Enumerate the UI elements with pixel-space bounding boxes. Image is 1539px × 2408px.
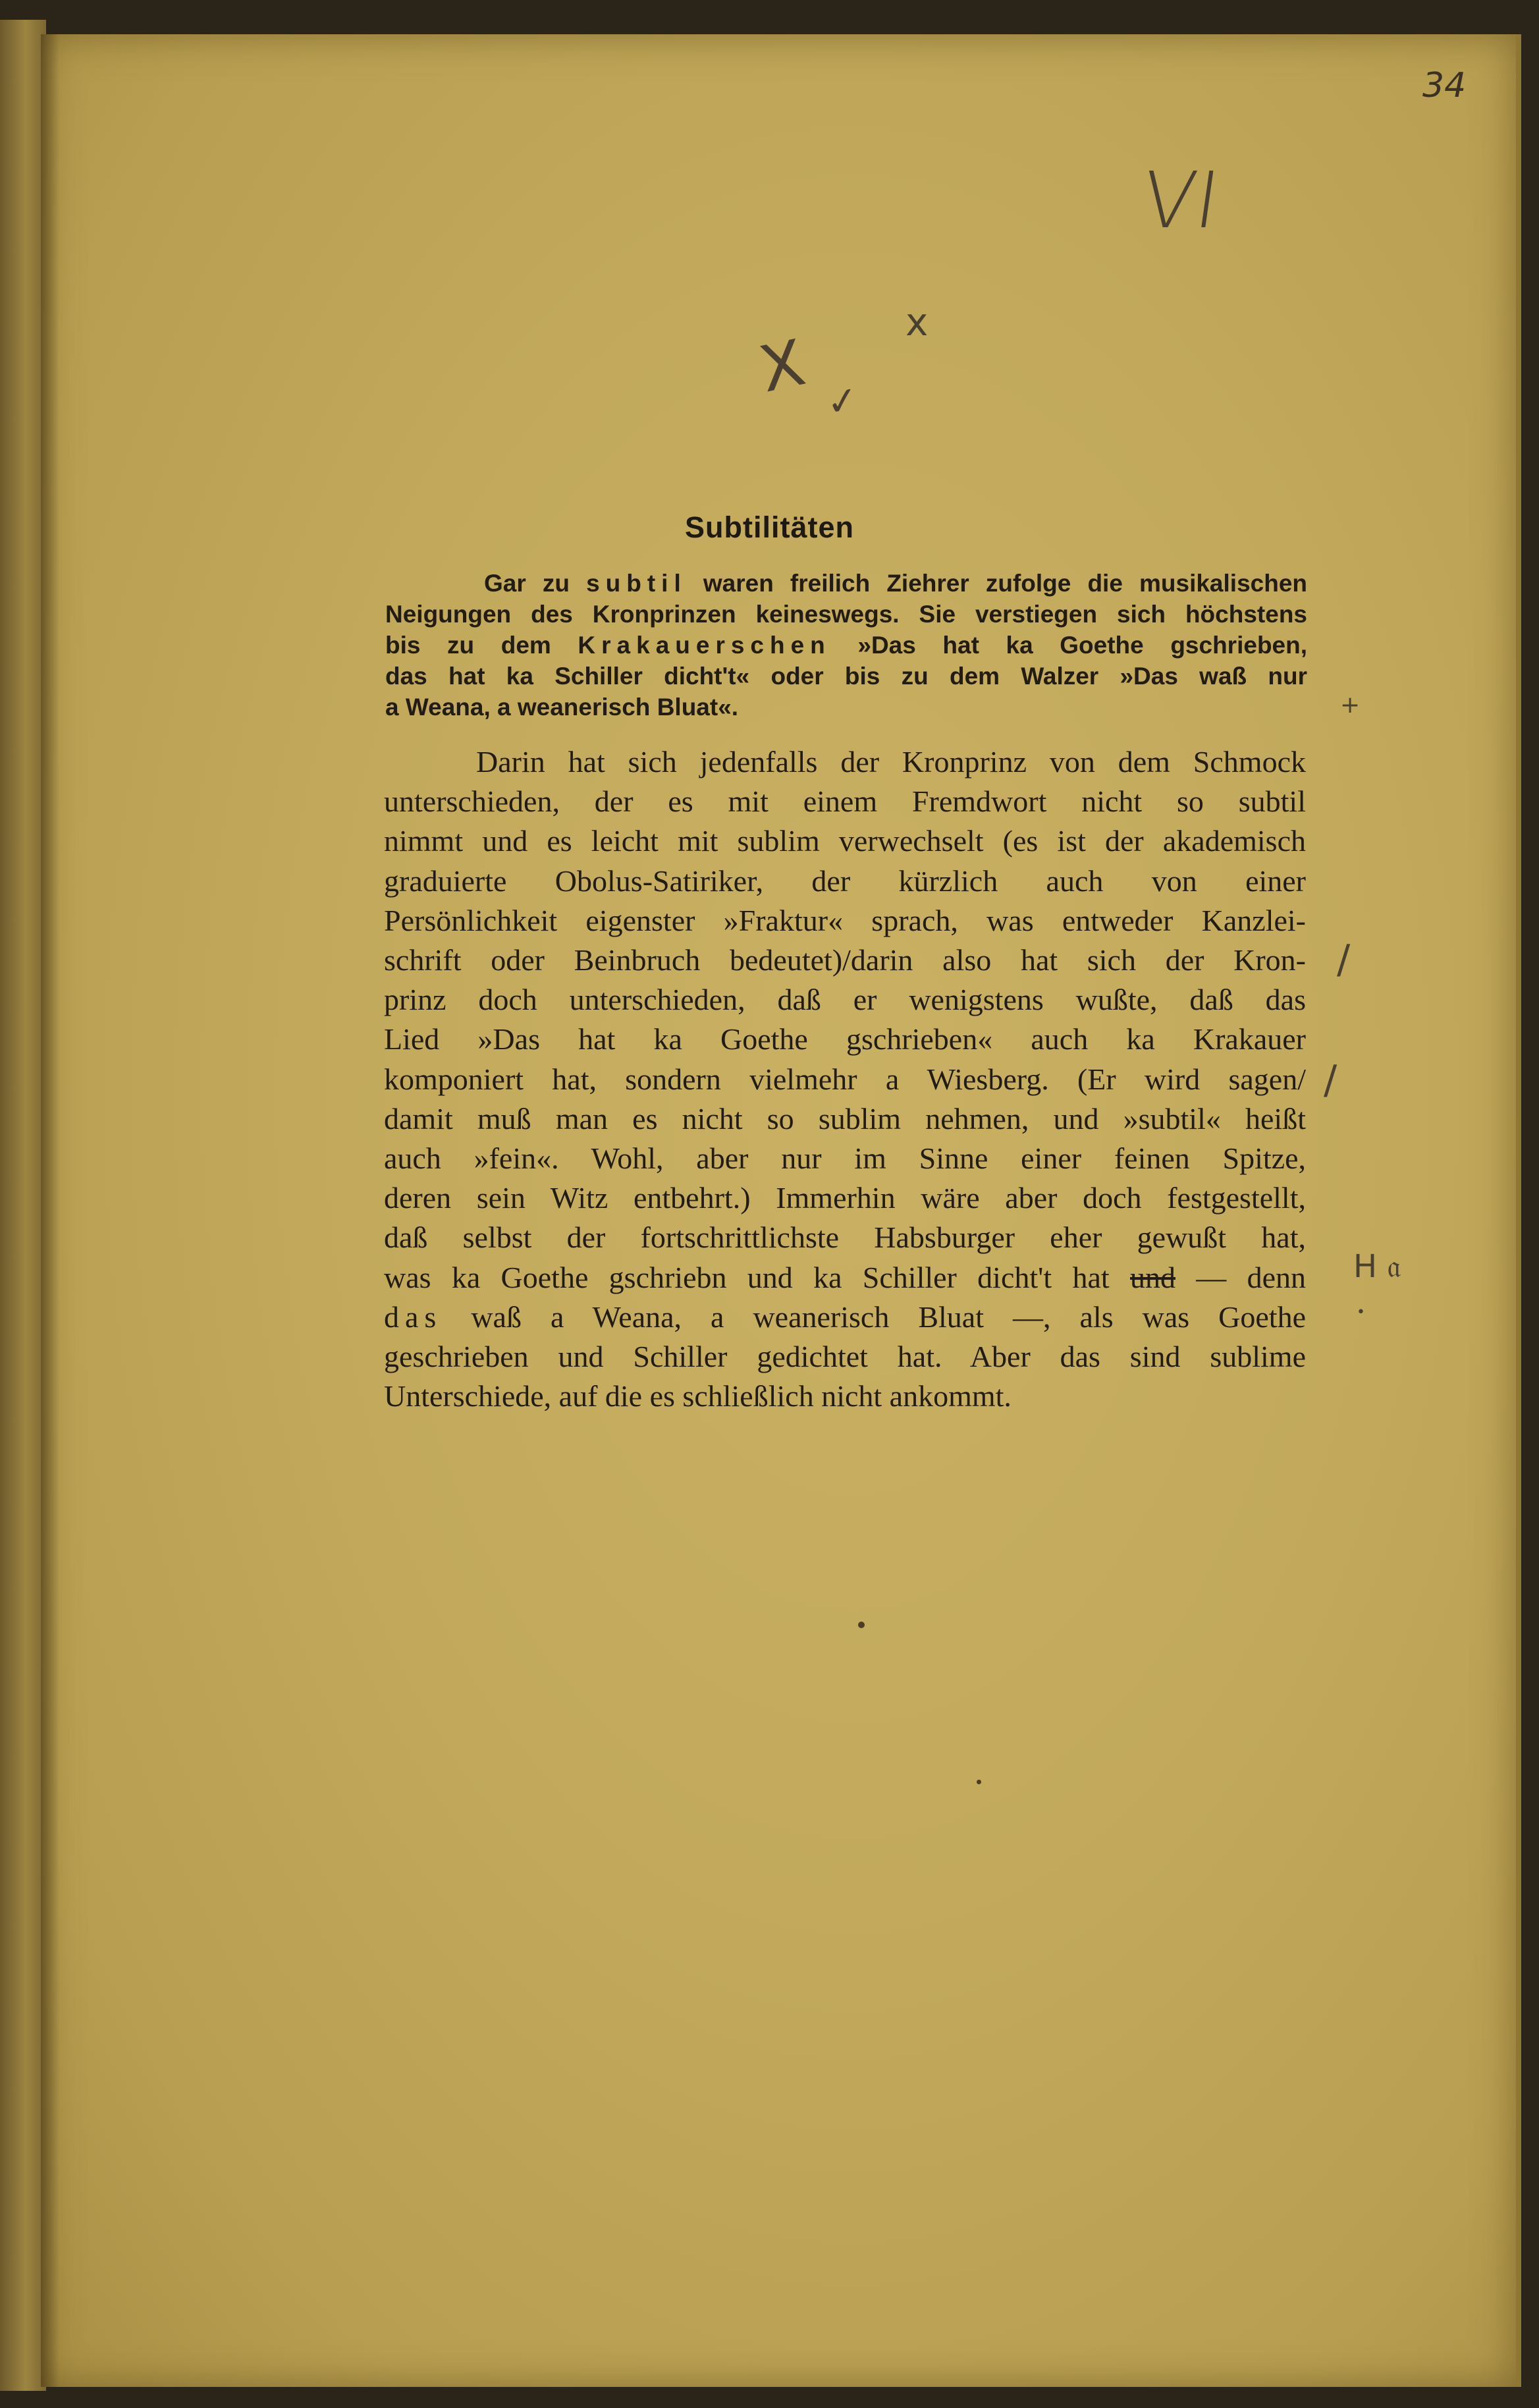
pencil-x-mark: X — [753, 325, 811, 407]
body-line: komponiert hat, sondern vielmehr a Wiesberg. (Er wird sagen/ — [384, 1062, 1306, 1096]
quote-line: bis zu dem Krakauerschen »Das hat ka Goethe gschrieben, — [385, 632, 1307, 659]
pencil-tick-mark: ✓ — [823, 376, 862, 426]
body-line: Darin hat sich jedenfalls der Kronprinz von dem Schmock — [476, 745, 1306, 779]
gutter-shadow — [41, 34, 59, 2387]
body-line: deren sein Witz entbehrt.) Immerhin wäre aber doch festgestellt, — [384, 1181, 1306, 1215]
struck-word: und — [1130, 1260, 1175, 1294]
pencil-x-mark-small: x — [905, 300, 929, 344]
body-line: Lied »Das hat ka Goethe gschrieben« auch ka Krakauer — [384, 1022, 1306, 1056]
body-line: prinz doch unterschieden, daß er wenigstens wußte, daß das — [384, 983, 1306, 1017]
quote-line: das hat ka Schiller dicht't« oder bis zu dem Walzer »Das waß nur — [385, 663, 1307, 690]
roman-numeral-annotation: VI — [1136, 155, 1226, 246]
ink-speck — [858, 1622, 865, 1628]
pencil-slash-mark: / — [1337, 937, 1351, 983]
folio-number: 34 — [1422, 66, 1467, 105]
book-cover-edge — [0, 20, 46, 2391]
body-line: daß selbst der fortschrittlichste Habsburger eher gewußt hat, — [384, 1220, 1306, 1255]
ink-speck — [977, 1780, 981, 1784]
quote-paragraph — [385, 568, 1307, 723]
quote-line: Gar zu subtil waren freilich Ziehrer zufolge die musikalischen — [484, 570, 1308, 597]
body-line: Persönlichkeit eigenster »Fraktur« sprach, was entweder Kanzlei- — [384, 903, 1306, 937]
pencil-slash-mark-2: / — [1324, 1057, 1337, 1103]
pencil-plus-mark: + — [1340, 692, 1361, 719]
quote-line: a Weana, a weanerisch Bluat«. — [385, 694, 739, 721]
body-line: schrift oder Beinbruch bedeutet)/darin also hat sich der Kron- — [384, 943, 1306, 977]
body-line: damit muß man es nicht so sublim nehmen, und »subtil« heißt — [384, 1101, 1306, 1136]
body-line: auch »fein«. Wohl, aber nur im Sinne einer feinen Spitze, — [384, 1141, 1306, 1176]
body-line: Unterschiede, auf die es schließlich nicht ankommt. — [384, 1379, 1012, 1413]
body-line: das waß a Weana, a weanerisch Bluat —, als was Goethe — [384, 1300, 1306, 1334]
body-line: nimmt und es leicht mit sublim verwechselt (es ist der akademisch — [384, 824, 1306, 858]
body-line: graduierte Obolus-Satiriker, der kürzlich auch von einer — [384, 863, 1306, 898]
body-line: was ka Goethe gschriebn und ka Schiller dicht't hat und — denn — [384, 1260, 1307, 1294]
section-title: Subtilitäten — [685, 510, 854, 544]
body-line: geschrieben und Schiller gedichtet hat. Aber das sind sublime — [384, 1340, 1306, 1374]
quote-line: Neigungen des Kronprinzen keineswegs. Sie verstiegen sich höchstens — [385, 601, 1307, 628]
pencil-bullet-mark: • — [1357, 1304, 1365, 1321]
body-paragraph — [384, 742, 1306, 1416]
pencil-h-mark: H 𝔞 — [1353, 1248, 1401, 1285]
body-line: unterschieden, der es mit einem Fremdwort nicht so subtil — [384, 784, 1306, 819]
